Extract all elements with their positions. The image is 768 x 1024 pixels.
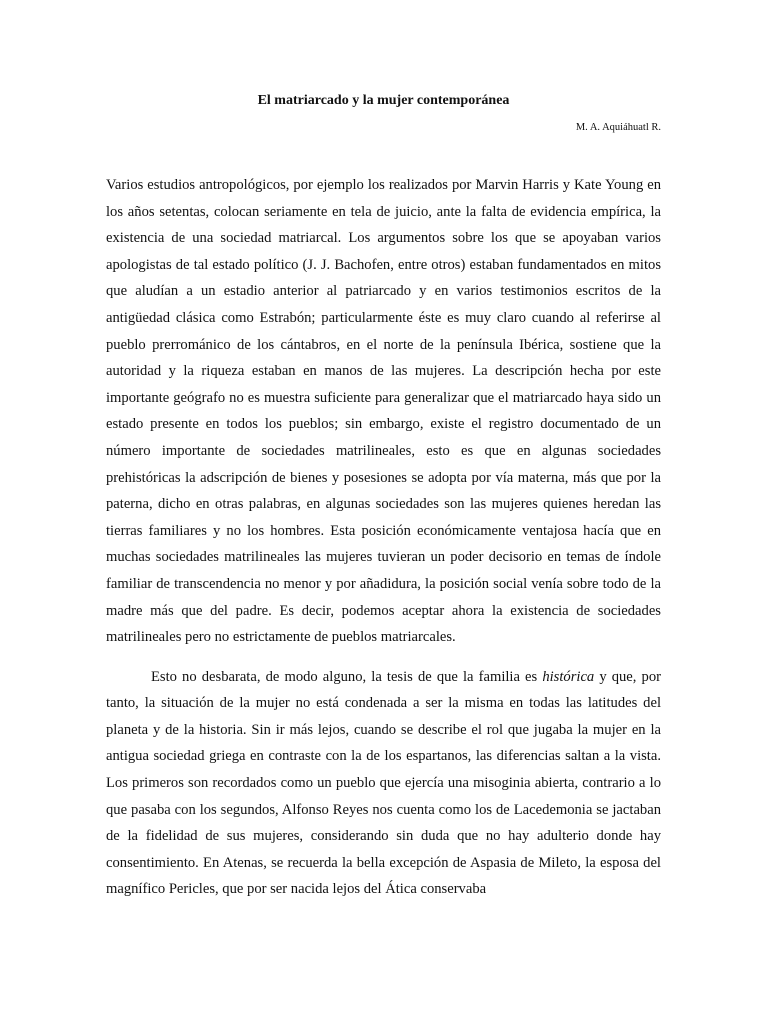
document-author: M. A. Aquiáhuatl R.	[575, 122, 661, 133]
paragraph-2-emphasis: histórica	[542, 668, 595, 685]
paragraph-2-text-before: Esto no desbarata, de modo alguno, la tesis de que la familia es	[151, 668, 543, 685]
paragraph-1: Varios estudios antropológicos, por ejemplo los realizados por Marvin Harris y Kate Young en los años setentas, colocan seriamente en tela de juicio, ante la falta de evidencia empírica, la existencia de una sociedad matriarcal. Los argumentos sobre los que se apoyaban varios apologistas de tal estado político (J. J. Bachofen, entre otros) estaban fundamentados en mitos que aludían a un estadio anterior al patriarcado y en varios testimonios escritos de la antigüedad clásica como Estrabón; particularmente éste es muy claro cuando al referirse al pueblo prerrománico de los cántabros, en el norte de la península Ibérica, sostiene que la autoridad y la riqueza estaban en manos de las mujeres. La descripción hecha por este importante geógrafo no es muestra suficiente para generalizar que el matriarcado haya sido un estado presente en todos los pueblos; sin embargo, existe el registro documentado de un número importante de sociedades matrilineales, esto es que en algunas sociedades prehistóricas la adscripción de bienes y posesiones se adopta por vía materna, más que por la paterna, dicho en otras palabras, en algunas sociedades son las mujeres quienes heredan las tierras familiares y no los hombres. Esta posición económicamente ventajosa hacía que en muchas sociedades matrilineales las mujeres tuvieran un poder decisorio en temas de índole familiar de transcendencia no menor y por añadidura, la posición social venía sobre todo de la madre más que del padre. Es decir, podemos aceptar ahora la existencia de sociedades matrilineales pero no estrictamente de pueblos matriarcales.	[106, 177, 661, 646]
paragraph-2-text-after: y que, por tanto, la situación de la mujer no está condenada a ser la misma en todas las latitudes del planeta y de la historia. Sin ir más lejos, cuando se describe el rol que jugaba la mujer en la antigua sociedad griega en contraste con la de los espartanos, las diferencias saltan a la vista. Los primeros son recordados como un pueblo que ejercía una misoginia abierta, contrario a lo que pasaba con los segundos, Alfonso Reyes nos cuenta como los de Lacedemonia se jactaban de la fidelidad de sus mujeres, considerando sin duda que no hay adulterio donde hay consentimiento. En Atenas, se recuerda la bella excepción de Aspasia de Mileto, la esposa del magnífico Pericles, que por ser nacida lejos del Ática conservaba	[106, 668, 661, 898]
document-title: El matriarcado y la mujer contemporánea	[257, 93, 510, 108]
paragraph-2	[106, 664, 661, 903]
document-body	[106, 172, 661, 903]
